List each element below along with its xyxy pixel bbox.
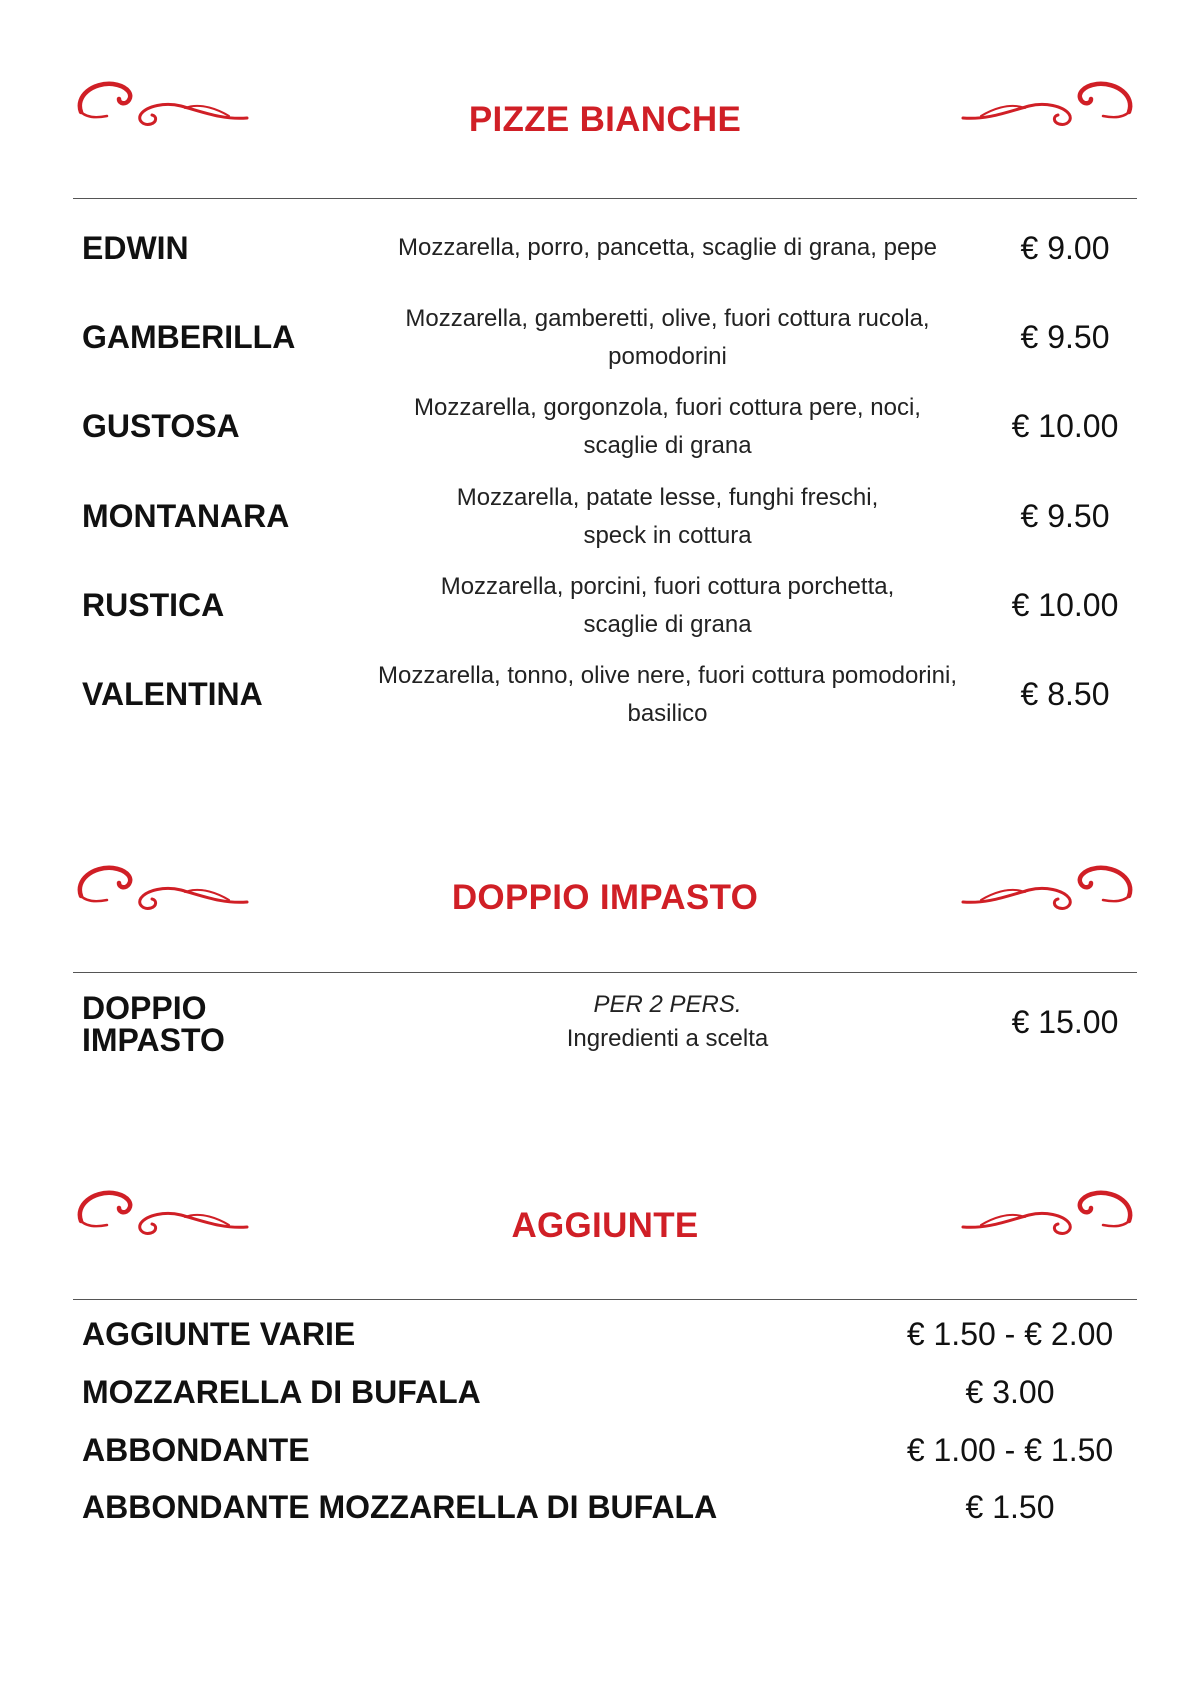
item-name: MOZZARELLA DI BUFALA <box>82 1374 481 1410</box>
section-title-doppio-impasto: DOPPIO IMPASTO <box>451 878 759 917</box>
item-description-line: Mozzarella, porcini, fuori cottura porchetta, <box>440 573 895 600</box>
item-price: € 3.00 <box>965 1374 1055 1410</box>
item-name <box>82 992 225 1056</box>
item-description <box>330 988 1005 1056</box>
item-price: € 9.50 <box>1020 498 1110 534</box>
item-price: € 1.50 - € 2.00 <box>906 1316 1114 1352</box>
item-description-line: Mozzarella, patate lesse, funghi freschi, <box>456 484 879 511</box>
item-description-line: Ingredienti a scelta <box>566 1025 769 1052</box>
item-description-line: Mozzarella, gorgonzola, fuori cottura pere, noci, <box>414 394 921 421</box>
item-name: ABBONDANTE MOZZARELLA DI BUFALA <box>82 1489 718 1525</box>
item-price: € 9.50 <box>1020 319 1110 355</box>
item-note: PER 2 PERS. <box>593 991 742 1018</box>
item-description-line: Mozzarella, tonno, olive nere, fuori cottura pomodorini, <box>378 662 957 689</box>
item-name: MONTANARA <box>82 498 290 534</box>
item-name-line: IMPASTO <box>82 1022 225 1058</box>
item-name: AGGIUNTE VARIE <box>82 1316 356 1352</box>
item-price: € 10.00 <box>1011 408 1119 444</box>
item-description-line: Mozzarella, gamberetti, olive, fuori cottura rucola, <box>405 305 930 332</box>
item-description <box>330 300 1005 376</box>
item-name: GUSTOSA <box>82 408 240 444</box>
item-price: € 15.00 <box>1011 1004 1119 1040</box>
item-price: € 1.50 <box>965 1489 1055 1525</box>
item-price: € 8.50 <box>1020 676 1110 712</box>
item-name: GAMBERILLA <box>82 319 296 355</box>
item-description-line: scaglie di grana <box>583 611 752 638</box>
item-description <box>330 229 1005 267</box>
item-name: ABBONDANTE <box>82 1432 310 1468</box>
item-price: € 10.00 <box>1011 587 1119 623</box>
item-description-line: Mozzarella, porro, pancetta, scaglie di grana, pepe <box>398 234 937 261</box>
item-description <box>330 389 1005 465</box>
item-description-line: pomodorini <box>608 343 727 370</box>
item-description-line: scaglie di grana <box>583 432 752 459</box>
section-divider <box>73 198 1137 199</box>
item-description <box>330 479 1005 555</box>
section-title-pizze-bianche: PIZZE BIANCHE <box>468 100 742 139</box>
item-price: € 9.00 <box>1020 230 1110 266</box>
section-title-aggiunte: AGGIUNTE <box>511 1206 699 1245</box>
section-divider <box>73 1299 1137 1300</box>
item-description-line: basilico <box>627 700 708 727</box>
item-description <box>330 657 1005 733</box>
item-name: RUSTICA <box>82 587 225 623</box>
item-name-line: DOPPIO <box>82 990 207 1026</box>
item-price: € 1.00 - € 1.50 <box>906 1432 1114 1468</box>
item-description-line: speck in cottura <box>583 522 752 549</box>
item-description <box>330 568 1005 644</box>
item-name: VALENTINA <box>82 676 263 712</box>
section-divider <box>73 972 1137 973</box>
item-name: EDWIN <box>82 230 189 266</box>
